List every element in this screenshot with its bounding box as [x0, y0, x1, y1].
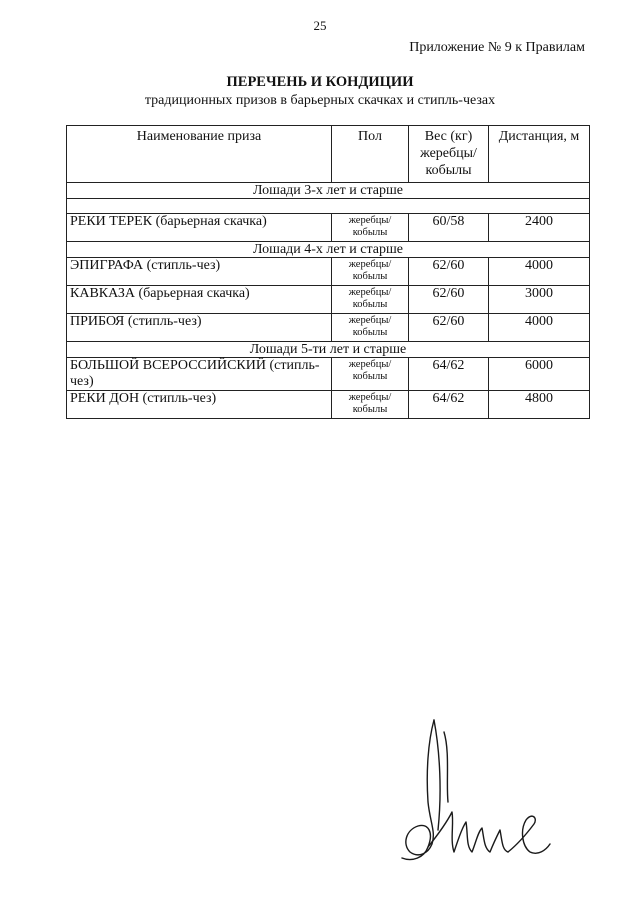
handwritten-signature	[388, 712, 558, 882]
spacer-row	[67, 199, 590, 214]
prize-name: БОЛЬШОЙ ВСЕРОССИЙСКИЙ (стипль-чез)	[67, 358, 332, 391]
group-label: Лошади 3-х лет и старше	[67, 183, 590, 199]
header-weight: Вес (кг) жеребцы/ кобылы	[409, 126, 489, 183]
group-row	[67, 242, 590, 258]
prize-distance: 4000	[489, 258, 590, 286]
table-row	[67, 358, 590, 391]
prize-sex: жеребцы/ кобылы	[332, 258, 409, 286]
header-prize-name: Наименование приза	[67, 126, 332, 183]
prize-name: ПРИБОЯ (стипль-чез)	[67, 314, 332, 342]
page-number: 25	[313, 18, 327, 33]
group-row	[67, 183, 590, 199]
prize-sex: жеребцы/ кобылы	[332, 286, 409, 314]
document-title: ПЕРЕЧЕНЬ И КОНДИЦИИ	[226, 74, 414, 90]
table-header-row	[67, 126, 590, 183]
table-row	[67, 286, 590, 314]
group-label: Лошади 4-х лет и старше	[67, 242, 590, 258]
prizes-table	[66, 125, 590, 419]
prize-sex: жеребцы/ кобылы	[332, 391, 409, 419]
header-sex: Пол	[332, 126, 409, 183]
prize-weight: 62/60	[409, 286, 489, 314]
prize-distance: 6000	[489, 358, 590, 391]
prize-name: ЭПИГРАФА (стипль-чез)	[67, 258, 332, 286]
appendix-reference: Приложение № 9 к Правилам	[409, 40, 585, 55]
prize-sex: жеребцы/ кобылы	[332, 358, 409, 391]
prize-weight: 62/60	[409, 314, 489, 342]
group-label: Лошади 5-ти лет и старше	[67, 342, 590, 358]
table-row	[67, 258, 590, 286]
prize-name: РЕКИ ТЕРЕК (барьерная скачка)	[67, 214, 332, 242]
prize-distance: 2400	[489, 214, 590, 242]
prize-name: РЕКИ ДОН (стипль-чез)	[67, 391, 332, 419]
table-row	[67, 391, 590, 419]
prize-weight: 60/58	[409, 214, 489, 242]
table-row	[67, 214, 590, 242]
prize-sex: жеребцы/ кобылы	[332, 314, 409, 342]
document-subtitle: традиционных призов в барьерных скачках и стипль-чезах	[144, 93, 496, 108]
prize-weight: 64/62	[409, 358, 489, 391]
prize-distance: 4800	[489, 391, 590, 419]
header-distance: Дистанция, м	[489, 126, 590, 183]
prize-distance: 3000	[489, 286, 590, 314]
prize-weight: 62/60	[409, 258, 489, 286]
table-row	[67, 314, 590, 342]
prize-distance: 4000	[489, 314, 590, 342]
group-row	[67, 342, 590, 358]
prize-sex: жеребцы/ кобылы	[332, 214, 409, 242]
prize-weight: 64/62	[409, 391, 489, 419]
prize-name: КАВКАЗА (барьерная скачка)	[67, 286, 332, 314]
